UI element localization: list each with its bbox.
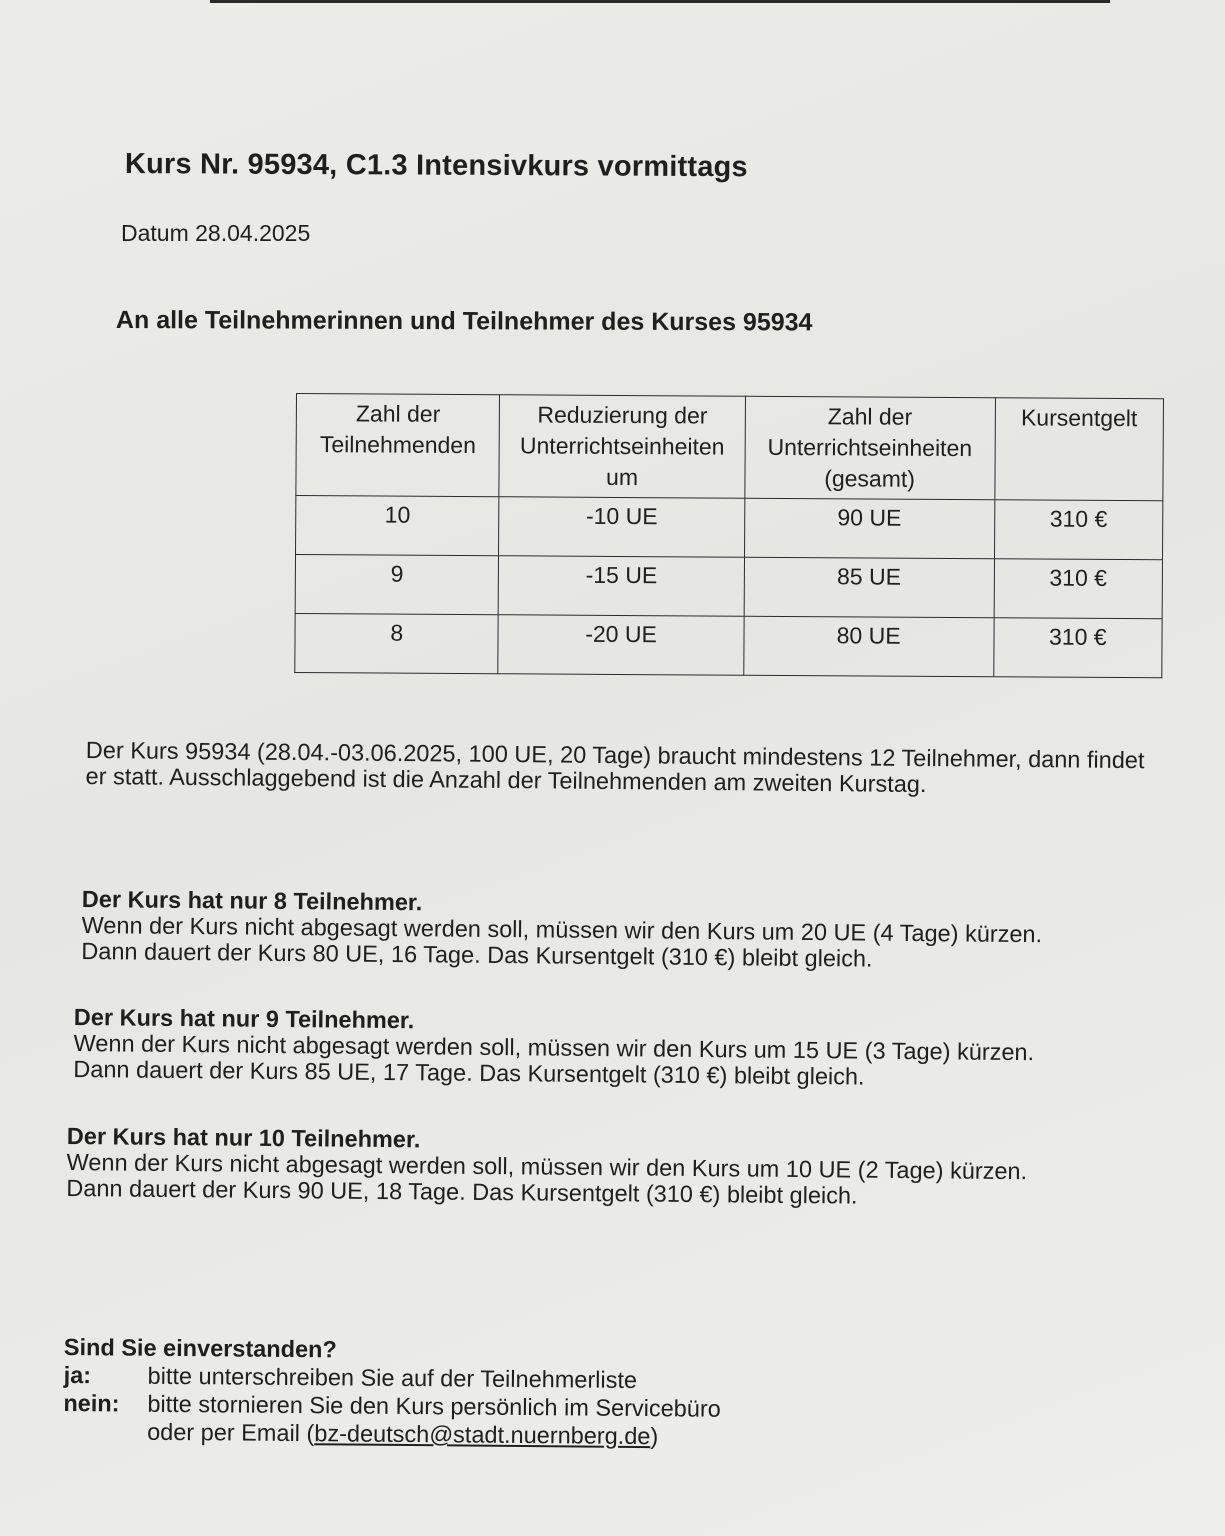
- scenario-line: Wenn der Kurs nicht abgesagt werden soll, müssen wir den Kurs um 20 UE (4 Tage) kürzen.: [81, 911, 1043, 948]
- document-title: Kurs Nr. 95934, C1.3 Intensivkurs vormittags: [124, 148, 748, 184]
- cell-total-units: 85 UE: [744, 557, 994, 618]
- cell-reduction: -15 UE: [499, 556, 745, 616]
- cell-participants: 8: [295, 613, 499, 673]
- salutation: An alle Teilnehmerinnen und Teilnehmer des Kurses 95934: [115, 306, 813, 337]
- cell-total-units: 90 UE: [744, 498, 994, 559]
- header-reduction: Reduzierung der Unterrichtseinheiten um: [499, 395, 745, 498]
- email-suffix: ): [650, 1423, 659, 1450]
- cell-participants: 9: [295, 555, 499, 615]
- scenario-10-participants: [66, 1123, 1147, 1211]
- cell-fee: 310 €: [993, 618, 1162, 678]
- header-fee: Kursentgelt: [994, 398, 1163, 501]
- scenario-8-participants: [81, 886, 1162, 974]
- scenario-line: Wenn der Kurs nicht abgesagt werden soll, müssen wir den Kurs um 10 UE (2 Tage) kürzen.: [66, 1148, 1028, 1185]
- no-label: nein:: [63, 1389, 120, 1417]
- scenario-heading: Der Kurs hat nur 8 Teilnehmer.: [81, 886, 423, 916]
- consent-question: Sind Sie einverstanden?: [63, 1334, 337, 1363]
- cell-reduction: -20 UE: [498, 615, 744, 675]
- header-total-units: Zahl der Unterrichtseinheiten (gesamt): [745, 396, 996, 500]
- cell-fee: 310 €: [994, 500, 1163, 560]
- table-row: [295, 613, 1162, 677]
- email-address: bz-deutsch@stadt.nuernberg.de: [314, 1420, 651, 1450]
- consent-section: [63, 1333, 964, 1453]
- scenario-heading: Der Kurs hat nur 10 Teilnehmer.: [66, 1123, 421, 1153]
- cell-fee: 310 €: [994, 559, 1163, 619]
- header-participants: Zahl der Teilnehmenden: [296, 394, 500, 497]
- scenario-9-participants: [73, 1004, 1154, 1092]
- participants-table: [294, 393, 1164, 678]
- table-row: [296, 496, 1163, 560]
- cell-participants: 10: [296, 496, 500, 556]
- cell-reduction: -10 UE: [499, 497, 745, 557]
- participants-table-wrapper: [294, 393, 1164, 678]
- scenario-line: Wenn der Kurs nicht abgesagt werden soll, müssen wir den Kurs um 15 UE (3 Tage) kürzen.: [73, 1029, 1035, 1066]
- cell-total-units: 80 UE: [743, 616, 993, 677]
- no-text: bitte stornieren Sie den Kurs persönlich im Servicebüro: [147, 1390, 721, 1422]
- email-prefix: oder per Email (: [147, 1418, 315, 1447]
- yes-text: bitte unterschreiben Sie auf der Teilnehmerliste: [147, 1362, 638, 1394]
- scenario-line: Dann dauert der Kurs 90 UE, 18 Tage. Das Kursentgelt (310 €) bleibt gleich.: [66, 1174, 858, 1209]
- yes-label: ja:: [63, 1361, 92, 1389]
- top-edge-line: [210, 0, 1110, 3]
- table-header-row: [296, 394, 1164, 501]
- scenario-line: Dann dauert der Kurs 85 UE, 17 Tage. Das Kursentgelt (310 €) bleibt gleich.: [73, 1055, 865, 1090]
- document-date: Datum 28.04.2025: [121, 220, 311, 246]
- scenario-line: Dann dauert der Kurs 80 UE, 16 Tage. Das Kursentgelt (310 €) bleibt gleich.: [81, 937, 873, 972]
- table-row: [295, 555, 1162, 619]
- scenario-heading: Der Kurs hat nur 9 Teilnehmer.: [73, 1004, 415, 1034]
- intro-paragraph: Der Kurs 95934 (28.04.-03.06.2025, 100 UE, 20 Tage) braucht mindestens 12 Teilnehmer, dann findet er statt. Ausschlaggebend ist die Anzahl der Teilnehmenden am zweiten Kurstag.: [85, 737, 1145, 798]
